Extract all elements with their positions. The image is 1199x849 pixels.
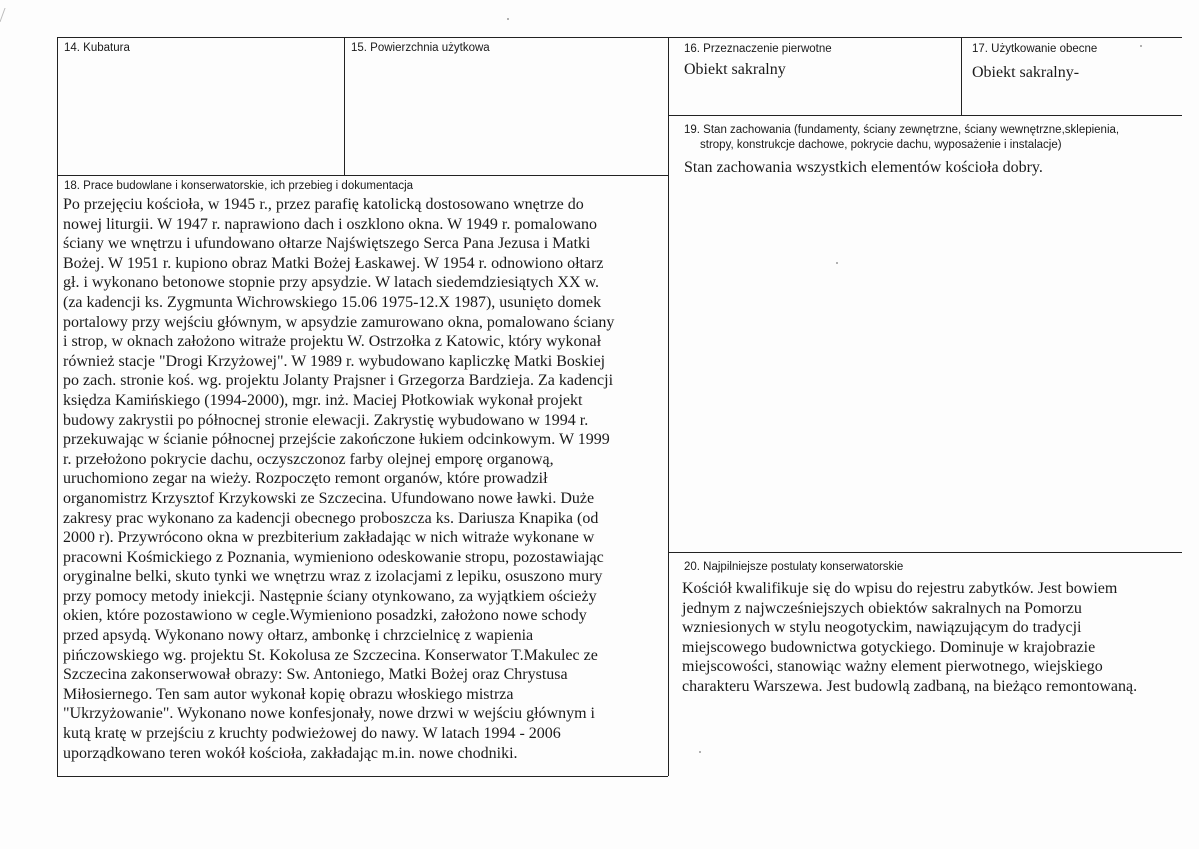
scan-speck bbox=[507, 18, 509, 20]
field-18-text-line: ściany we wnętrzu i ufundowano ołtarze Najświętszego Serca Pana Jezusa i Matki bbox=[63, 235, 591, 253]
table-top-border bbox=[57, 37, 1182, 38]
field-17-value: Obiekt sakralny- bbox=[972, 64, 1080, 81]
field-19-label-line1: 19. Stan zachowania (fundamenty, ściany zewnętrzne, ściany wewnętrzne,sklepienia, bbox=[684, 124, 1120, 136]
field-18-text-line: nowej liturgii. W 1947 r. naprawiono dach i oszklono okna. W 1949 r. pomalowano bbox=[63, 215, 598, 233]
field-18-text-line: Bożej. W 1951 r. kupiono obraz Matki Bożej Łaskawej. W 1954 r. odnowiono ołtarz bbox=[63, 254, 604, 272]
field-20-text-line: Kościół kwalifikuje się do wpisu do rejestru zabytków. Jest bowiem bbox=[682, 580, 1118, 597]
field-18-text-line: przekuwając w ścianie północnej przejście zakończone łukiem odcinkowym. W 1999 bbox=[63, 431, 610, 449]
field-18-text-line: budowy zakrystii po północnej stronie elewacji. Zakrystię wybudowano w 1994 r. bbox=[63, 411, 589, 429]
field-20-text-line: charakteru Warszewa. Jest budowlą zadbaną, na bieżąco remontowaną. bbox=[682, 677, 1138, 695]
field-18-text-line: organomistrz Krzysztof Krzykowski ze Szczecina. Ufundowano nowe ławki. Duże bbox=[63, 489, 595, 507]
scan-speck bbox=[699, 751, 701, 753]
scan-speck bbox=[836, 262, 838, 264]
field-18-text-line: księdza Kamińskiego (1994-2000), mgr. inż. Maciej Płotkowiak wykonał projekt bbox=[63, 391, 583, 409]
field-18-text-line: portalowy przy wejściu głównym, w apsydzie zamurowano okna, pomalowano ściany bbox=[63, 313, 615, 331]
field-15-label: 15. Powierzchnia użytkowa bbox=[351, 42, 490, 54]
field-18-text-line: również stacje "Drogi Krzyżowej". W 1989 r. wybudowano kapliczkę Matki Boskiej bbox=[63, 352, 606, 370]
field-18-text-line: przed apsydą. Wykonano nowy ołtarz, ambonkę i chrzcielnicę z wapienia bbox=[63, 627, 534, 645]
divider-above-20 bbox=[668, 552, 1182, 553]
field-20-text-line: miejscowego budownictwa gotyckiego. Dominuje w krajobrazie bbox=[682, 638, 1096, 656]
field-18-text-line: Miłosiernego. Ten sam autor wykonał kopię obrazu włoskiego mistrza bbox=[63, 685, 514, 703]
field-18-text-line: "Ukrzyżowanie". Wykonano nowe konfesjonały, nowe drzwi w wejściu głównym i bbox=[63, 705, 595, 723]
field-18-label: 18. Prace budowlane i konserwatorskie, ich przebieg i dokumentacja bbox=[64, 180, 414, 192]
field-18-text-line: i strop, w oknach założono witraże projektu W. Ostrzołka z Katowic, który wykonał bbox=[63, 333, 602, 351]
field-20-text bbox=[682, 579, 1182, 697]
field-18-text-line: Po przejęciu kościoła, w 1945 r., przez parafię katolicką dostosowano wnętrze do bbox=[63, 196, 584, 213]
field-19-value: Stan zachowania wszystkich elementów kościoła dobry. bbox=[684, 159, 1043, 176]
field-19-label-line2: stropy, konstrukcje dachowe, pokrycie dachu, wyposażenie i instalacje) bbox=[700, 139, 1062, 151]
field-18-text-line: uporządkowano teren wokół kościoła, zakładając m.in. nowe chodniki. bbox=[63, 744, 518, 762]
field-18-text bbox=[63, 195, 663, 763]
field-18-text-line: kutą kratę w przejściu z kruchty podwieżowej do nawy. W latach 1994 - 2006 bbox=[63, 725, 561, 743]
field-20-label: 20. Najpilniejsze postulaty konserwatorskie bbox=[684, 561, 904, 573]
field-20-text-line: jednym z najwcześniejszych obiektów sakralnych na Pomorzu bbox=[682, 599, 1082, 617]
field-18-text-line: r. przełożono pokrycie dachu, oczyszczonoz farby olejnej emporę organową, bbox=[63, 450, 554, 468]
field-18-text-line: przy pomocy metody iniekcji. Następnie ściany otynkowano, za wyjątkiem ościeży bbox=[63, 587, 597, 605]
field-14-label: 14. Kubatura bbox=[64, 42, 130, 54]
page-corner-mark bbox=[0, 8, 16, 22]
field-18-text-line: Szczecina zakonserwował obrazy: Sw. Antoniego, Matki Bożej oraz Chrystusa bbox=[63, 666, 568, 684]
divider-14-15 bbox=[344, 37, 345, 175]
field-18-text-line: (za kadencji ks. Zygmunta Wichrowskiego 15.06 1975-12.X 1987), usunięto domek bbox=[63, 293, 602, 311]
field-18-text-line: okien, które pozostawiono w cegle.Wymieniono posadzki, założono nowe schody bbox=[63, 607, 587, 625]
field-17-label: 17. Użytkowanie obecne bbox=[972, 43, 1098, 55]
field-18-text-line: po zach. stronie koś. wg. projektu Jolanty Prajsner i Grzegorza Bardzieja. Za kadencji bbox=[63, 372, 614, 390]
field-20-text-line: miejscowości, stanowiąc ważny element pierwotnego, wiejskiego bbox=[682, 658, 1103, 676]
field-18-text-line: pińczowskiego wg. projektu St. Kokolusa ze Szczecina. Konserwator T.Makulec ze bbox=[63, 646, 598, 664]
table-left-border bbox=[57, 37, 58, 776]
field-18-text-line: pracowni Kośmickiego z Poznania, wymieniono odeskowanie stropu, pozostawiając bbox=[63, 548, 604, 566]
table-bottom-border-left bbox=[57, 776, 668, 777]
field-16-value: Obiekt sakralny bbox=[684, 61, 786, 78]
divider-below-16-17 bbox=[668, 115, 1182, 116]
field-20-text-line: wzniesionych w stylu neogotyckim, nawiązującym do tradycji bbox=[682, 619, 1082, 637]
field-18-text-line: zakresy prac wykonano za kadencji obecnego proboszcza ks. Dariusza Knapika (od bbox=[63, 509, 599, 527]
center-divider bbox=[668, 37, 669, 776]
field-18-text-line: oryginalne belki, skuto tynki we wnętrzu wraz z izolacjami z lepiku, osuszono mury bbox=[63, 568, 603, 586]
field-18-text-line: 2000 r). Przywrócono okna w prezbiterium zakładając w nich witraże wykonane w bbox=[63, 529, 595, 547]
field-16-label: 16. Przeznaczenie pierwotne bbox=[684, 43, 832, 55]
field-18-text-line: gł. i wykonano betonowe stopnie przy apsydzie. W latach siedemdziesiątych XX w. bbox=[63, 274, 600, 292]
field-18-text-line: uruchomiono zegar na wieży. Rozpoczęto remont organów, które prowadził bbox=[63, 470, 548, 488]
divider-above-18 bbox=[57, 175, 668, 176]
divider-16-17 bbox=[961, 37, 962, 115]
scan-speck bbox=[1140, 45, 1142, 47]
